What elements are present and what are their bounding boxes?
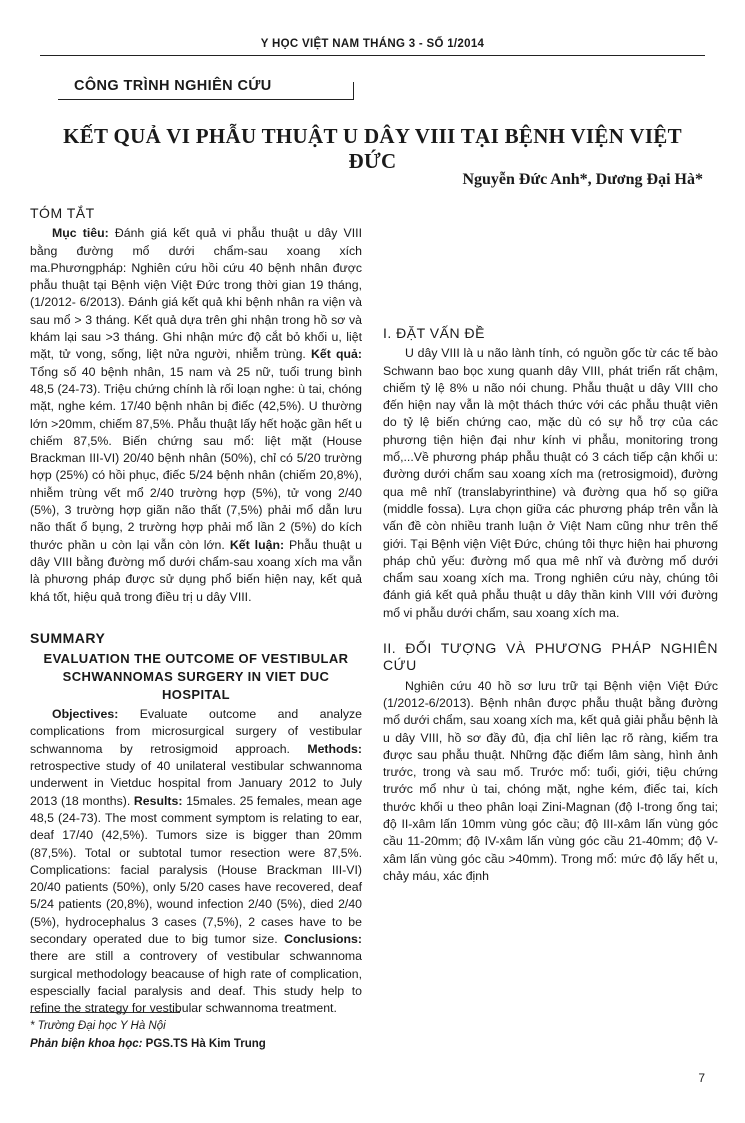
section-1-heading: I. ĐẶT VẤN ĐỀ [383,325,485,341]
summary-body-3: 15males. 25 females, mean age 48,5 (24-73). The most comment symptom is relating to ear, deaf 17/40 (42,5%). Tumors size is bigger than 20mm (87,5%). Total or subtotal tumor resection were 87,5%. Complications: facial paralysis (House Brackman III-VI) 20/40 patients (50%), only 5/20 cases have recovered, deaf 5/24 patients (20,8%), wound infection 2/40 (5%), died 2/40 (5%), hydrocephalus 3 cases (7,5%), 2 cases have to be secondary operated due to big tumor size. [30,793,362,946]
header-rule [40,55,705,56]
reviewer-label: Phản biện khoa học: [30,1038,143,1050]
summary-body-2: retrospective study of 40 unilateral vestibular schwannoma underwent in Vietduc hospital from January 2012 to July 2013 (18 months). [30,759,362,808]
abstract-vi-body-3: Phẫu thuật u dây VIII bằng đường mổ dưới chẩm-sau xoang xích ma vẫn là phương pháp được sử dụng phổ biến hiện nay, kết quả khá tốt, hiệu quả trong điều trị u dây VIII. [30,537,362,604]
page-number: 7 [698,1071,705,1085]
section-1-paragraph: U dây VIII là u não lành tính, có nguồn gốc từ các tế bào Schwann bao bọc xung quanh dây VIII, phát triển rất chậm, chiếm tỷ lệ 8% u não nói chung. Phẫu thuật u dây VIII cho đến hiện nay vẫn là một thách thức với các phẫu thuật viên do tỷ lệ biến chứng cao, mặc dù có sự hỗ trợ của các phương tiện hiện đại như kính vi phẫu, monitoring trong mổ,...Về phương pháp phẫu thuật có 3 cách tiếp cận khối u: đường dưới chẩm sau xoang xích ma (retrosigmoid), đường qua mê nhĩ (translabyrinthine) và đường qua hố sọ giữa (middle fossa). Lựa chọn giữa các phương pháp trên vẫn là vấn đề còn nhiều tranh luận ở Việt Nam cũng như trên thế giới. Tại Bệnh viện Việt Đức, chúng tôi thực hiện hai phương pháp chủ yếu: đường mổ qua mê nhĩ và đường mổ dưới chẩm sau xoang xích ma. Trong nghiên cứu này, chúng tôi đánh giá kết quả phẫu thuật u dây thần kinh VIII với đường mổ vi phẫu dưới chẩm, sau xoang xích ma. [383,346,718,620]
left-column [30,205,362,1017]
footnote-rule [30,1012,180,1013]
results-label-en: Results: [133,793,183,808]
abstract-vi-body-1: Đánh giá kết quả vi phẫu thuật u dây VIII bằng đường mổ dưới chẩm-sau xoang xích ma.Phươngpháp: Nghiên cứu hồi cứu 40 bệnh nhân được phẫu thuật tại Bệnh viện Việt Đức trong thời gian 19 tháng, (1/2012- 6/2013). Đánh giá kết quả khi bệnh nhân ra viện và sau mổ > 3 tháng. Kết quả dựa trên ghi nhận trong hồ sơ và khám lại sau >3 tháng. Ghi nhận mức độ cắt bỏ khối u, liệt mặt, tử vong, sống, liệt nửa người, nhiễm trùng. [30,226,362,362]
section-label-tick [353,82,354,100]
running-head: Y HỌC VIỆT NAM THÁNG 3 - SỐ 1/2014 [260,38,485,50]
summary-heading: SUMMARY [30,629,106,646]
footnotes [30,1012,360,1053]
summary-text [30,706,362,1017]
conclusion-label-vi: Kết luận: [229,537,285,552]
section-label: CÔNG TRÌNH NGHIÊN CỨU [74,78,272,94]
footnote-affiliation: * Trường Đại học Y Hà Nội [30,1020,166,1032]
summary-body-1: Evaluate outcome and analyze complications from microsurgical surgery of vestibular schwannoma by retrosigmoid approach. [30,707,362,756]
article-authors: Nguyễn Đức Anh*, Dương Đại Hà* [462,171,703,188]
section-2-heading: II. ĐỐI TƯỢNG VÀ PHƯƠNG PHÁP NGHIÊN CỨU [383,640,718,674]
abstract-vi-heading: TÓM TẮT [30,205,95,221]
summary-body-4: there are still a controvery of vestibular schwannoma surgical methodology beacause of high rate of complication, espescially facial paralysis and deaf. This study help to refine the strategy for vestibular schwannoma treatment. [30,949,362,1016]
abstract-vi-body-2: Tổng số 40 bệnh nhân, 15 nam và 25 nữ, tuổi trung bình 48,5 (24-73). Triệu chứng chính là rối loạn nghe: ù tai, chóng mặt, nghe kém. 17/40 bệnh nhân bị điếc (42,5%). U thường lớn >20mm, chiếm 87,5%. Phẫu thuật lấy hết hoặc gần hết u chiếm 87,5%. Biến chứng sau mổ: liệt mặt (House Brackman III-VI) 20/40 bệnh nhân (50%), chỉ có 5/20 trường hợp (25%) có hồi phục, điếc 5/24 bệnh nhân (chiếm 20,8%), nhiễm trùng vết mổ 2/40 trường hợp (5%), tử vong 2/40 (5%), 3 trường hợp giãn não thất (7,5%) phải mổ dẫn lưu não thất ổ bụng, 2 trường hợp phải mổ lần 2 (5%) do kích thước phần u còn lại vẫn còn lớn. [30,364,362,552]
reviewer-name: PGS.TS Hà Kim Trung [142,1038,266,1050]
right-column [383,205,718,885]
objectives-label: Objectives: [52,707,119,722]
abstract-vi-text [30,225,362,606]
section-label-underline [58,99,354,100]
objective-label: Mục tiêu: [52,226,109,241]
section-label-box [58,74,354,100]
conclusions-label-en: Conclusions: [284,931,362,946]
section-2-paragraph: Nghiên cứu 40 hồ sơ lưu trữ tại Bệnh viện Việt Đức (1/2012-6/2013). Bệnh nhân được phẫu thuật bằng đường mổ dưới chẩm, sau xoang xích ma, kết quả giải phẫu bệnh là u dây VIII, hồ sơ đầy đủ, địa chỉ liên lạc rõ ràng, kiểm tra được sau phẫu thuật. Những đặc điểm lâm sàng, hình ảnh trước, trong và sau mổ. Trước mổ: tuổi, giới, tiệu chứng trước mổ như ù tai, chóng mặt, nghe kém, điếc tai, kích thước khối u theo phân loại Zini-Magnan (độ I-trong ống tai; độ II-xâm lấn 10mm vùng góc cầu; độ III-xâm lấn vùng góc cầu 11-20mm; độ IV-xâm lấn vùng góc cầu 21-40mm; độ V-xâm lấn vùng góc cầu >40mm). Trong mổ: mức độ lấy hết u, chảy máu, xác định [383,678,718,883]
results-label-vi: Kết quả: [311,347,362,362]
methods-label: Methods: [307,741,362,756]
summary-title: EVALUATION THE OUTCOME OF VESTIBULAR SCHWANNOMAS SURGERY IN VIET DUC HOSPITAL [43,651,349,703]
article-title: KẾT QUẢ VI PHẪU THUẬT U DÂY VIII TẠI BỆNH VIỆN VIỆT ĐỨC [63,124,682,173]
footnote-reviewer [30,1035,360,1053]
